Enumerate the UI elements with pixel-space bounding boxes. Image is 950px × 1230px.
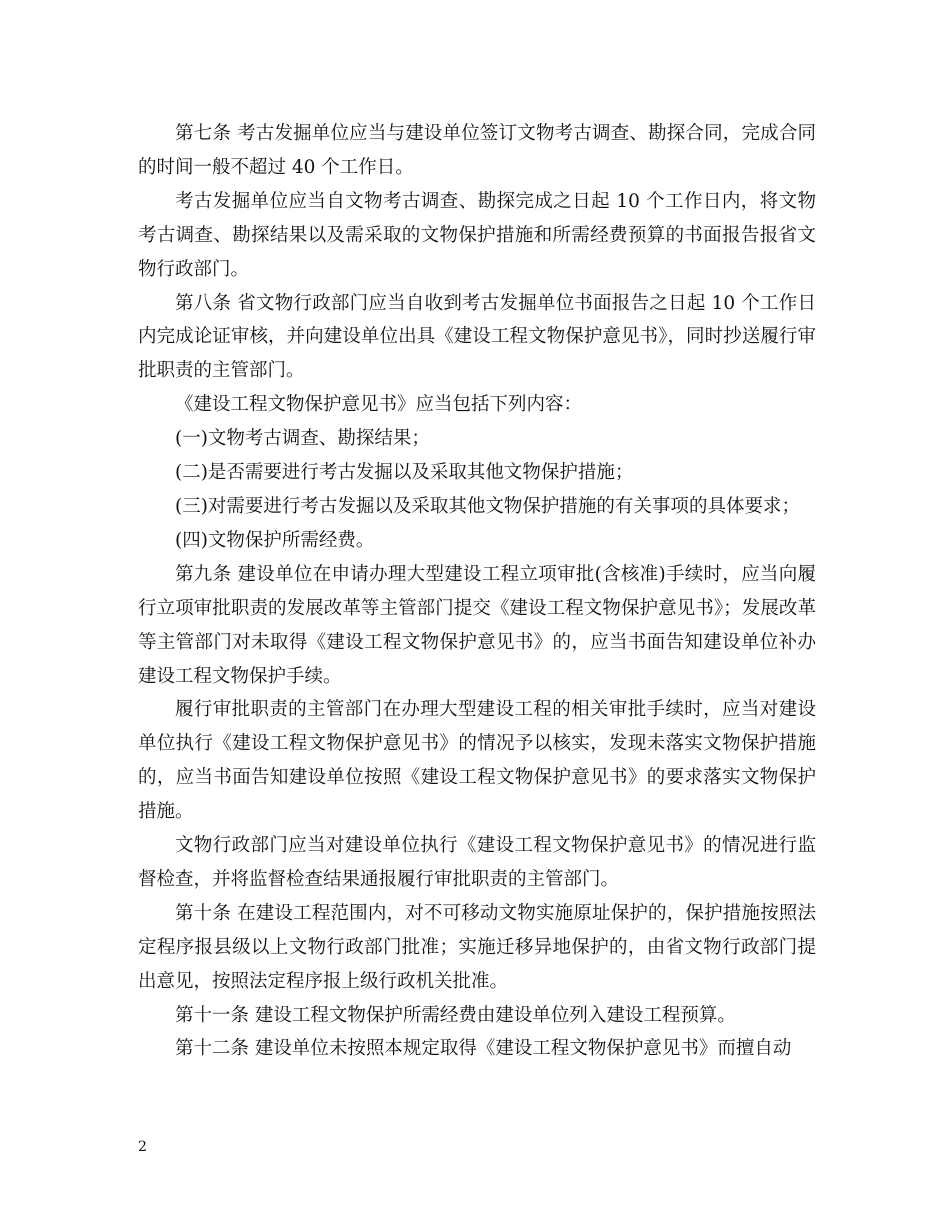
- paragraph-article-10: 第十条 在建设工程范围内，对不可移动文物实施原址保护的，保护措施按照法定程序报县级以上文物行政部门批准；实施迁移异地保护的，由省文物行政部门提出意见，按照法定程序报上级行政机关批准。: [138, 902, 816, 992]
- paragraph-supervision: 文物行政部门应当对建设单位执行《建设工程文物保护意见书》的情况进行监督检查，并将监督检查结果通报履行审批职责的主管部门。: [138, 835, 816, 890]
- paragraph-opinion-contents: 《建设工程文物保护意见书》应当包括下列内容：: [175, 394, 583, 416]
- list-item-1: (一)文物考古调查、勘探结果；: [175, 428, 430, 450]
- page-number: 2: [138, 1139, 147, 1155]
- paragraph-article-9: 第九条 建设单位在申请办理大型建设工程立项审批(含核准)手续时，应当向履行立项审批职责的发展改革等主管部门提交《建设工程文物保护意见书》；发展改革等主管部门对未取得《建设工程文物保护意见书》的，应当书面告知建设单位补办建设工程文物保护手续。: [138, 563, 816, 687]
- list-item-3: (三)对需要进行考古发掘以及采取其他文物保护措施的有关事项的具体要求；: [175, 495, 800, 517]
- paragraph-article-7: 第七条 考古发掘单位应当与建设单位签订文物考古调查、勘探合同，完成合同的时间一般不超过 40 个工作日。: [138, 123, 816, 178]
- list-item-4: (四)文物保护所需经费。: [175, 529, 375, 551]
- paragraph-article-12: 第十二条 建设单位未按照本规定取得《建设工程文物保护意见书》而擅自动: [175, 1038, 792, 1060]
- paragraph-article-11: 第十一条 建设工程文物保护所需经费由建设单位列入建设工程预算。: [175, 1004, 736, 1026]
- document-body: [138, 117, 816, 1066]
- list-item-2: (二)是否需要进行考古发掘以及采取其他文物保护措施；: [175, 462, 634, 484]
- paragraph-approval-verification: 履行审批职责的主管部门在办理大型建设工程的相关审批手续时，应当对建设单位执行《建设工程文物保护意见书》的情况予以核实，发现未落实文物保护措施的，应当书面告知建设单位按照《建设工程文物保护意见书》的要求落实文物保护措施。: [138, 699, 816, 823]
- paragraph-report-submission: 考古发掘单位应当自文物考古调查、勘探完成之日起 10 个工作日内，将文物考古调查、勘探结果以及需采取的文物保护措施和所需经费预算的书面报告报省文物行政部门。: [138, 190, 816, 280]
- paragraph-article-8: 第八条 省文物行政部门应当自收到考古发掘单位书面报告之日起 10 个工作日内完成论证审核，并向建设单位出具《建设工程文物保护意见书》，同时抄送履行审批职责的主管部门。: [138, 292, 816, 382]
